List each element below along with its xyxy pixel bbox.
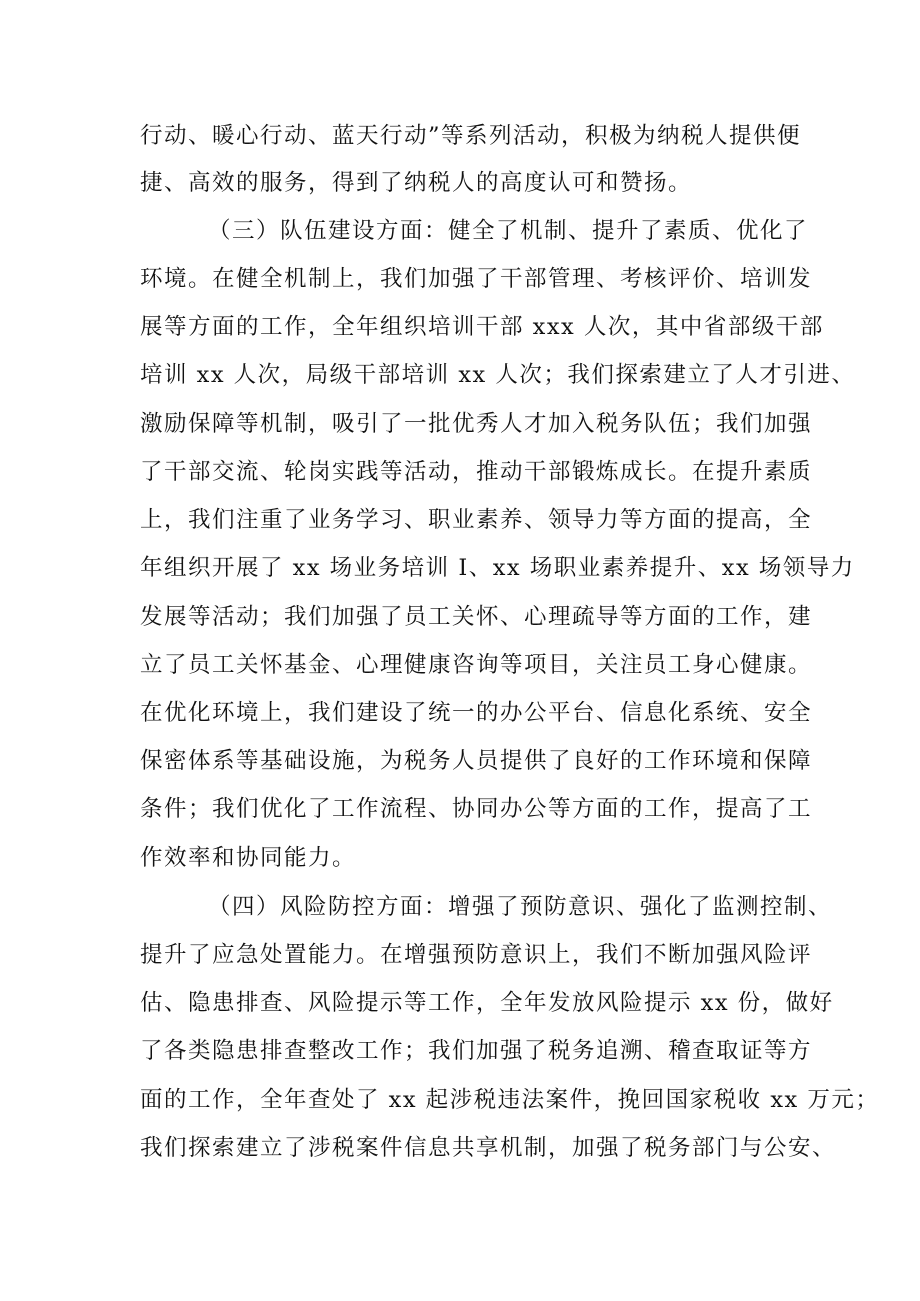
text-line: 立了员工关怀基金、心理健康咨询等项目，关注员工身心健康。 bbox=[140, 652, 813, 678]
text-line: 捷、高效的服务，得到了纳税人的高度认可和赞扬。 bbox=[140, 170, 693, 196]
text-line: 保密体系等基础设施，为税务人员提供了良好的工作环境和保障 bbox=[140, 748, 813, 774]
text-line: 行动、暖心行动、蓝天行动”等系列活动，积极为纳税人提供便 bbox=[140, 123, 802, 149]
paragraph-heading-line: （三）队伍建设方面：健全了机制、提升了素质、优化了 bbox=[208, 218, 809, 244]
text-line: 作效率和协同能力。 bbox=[140, 845, 357, 871]
text-line: 培训 xx 人次，局级干部培训 xx 人次；我们探索建立了人才引进、 bbox=[140, 362, 856, 388]
text-line: 激励保障等机制，吸引了一批优秀人才加入税务队伍；我们加强 bbox=[140, 411, 813, 437]
text-line: 我们探索建立了涉税案件信息共享机制，加强了税务部门与公安、 bbox=[140, 1135, 837, 1161]
text-line: 条件；我们优化了工作流程、协同办公等方面的工作，提高了工 bbox=[140, 796, 813, 822]
text-line: 上，我们注重了业务学习、职业素养、领导力等方面的提高，全 bbox=[140, 507, 813, 533]
text-line: 年组织开展了 xx 场业务培训 I、xx 场职业素养提升、xx 场领导力 bbox=[140, 555, 855, 581]
text-line: 在优化环境上，我们建设了统一的办公平台、信息化系统、安全 bbox=[140, 700, 813, 726]
text-line: 展等方面的工作，全年组织培训干部 xxx 人次，其中省部级干部 bbox=[140, 314, 824, 340]
text-line: 面的工作，全年查处了 xx 起涉税违法案件，挽回国家税收 xx 万元； bbox=[140, 1087, 880, 1113]
text-line: 发展等活动；我们加强了员工关怀、心理疏导等方面的工作，建 bbox=[140, 604, 813, 630]
paragraph-heading-line: （四）风险防控方面：增强了预防意识、强化了监测控制、 bbox=[208, 894, 833, 920]
text-line: 提升了应急处置能力。在增强预防意识上，我们不断加强风险评 bbox=[140, 942, 813, 968]
text-line: 了各类隐患排查整改工作；我们加强了税务追溯、稽查取证等方 bbox=[140, 1038, 813, 1064]
text-line: 环境。在健全机制上，我们加强了干部管理、考核评价、培训发 bbox=[140, 266, 813, 292]
text-line: 估、隐患排查、风险提示等工作，全年发放风险提示 xx 份，做好 bbox=[140, 990, 834, 1016]
text-line: 了干部交流、轮岗实践等活动，推动干部锻炼成长。在提升素质 bbox=[140, 459, 813, 485]
